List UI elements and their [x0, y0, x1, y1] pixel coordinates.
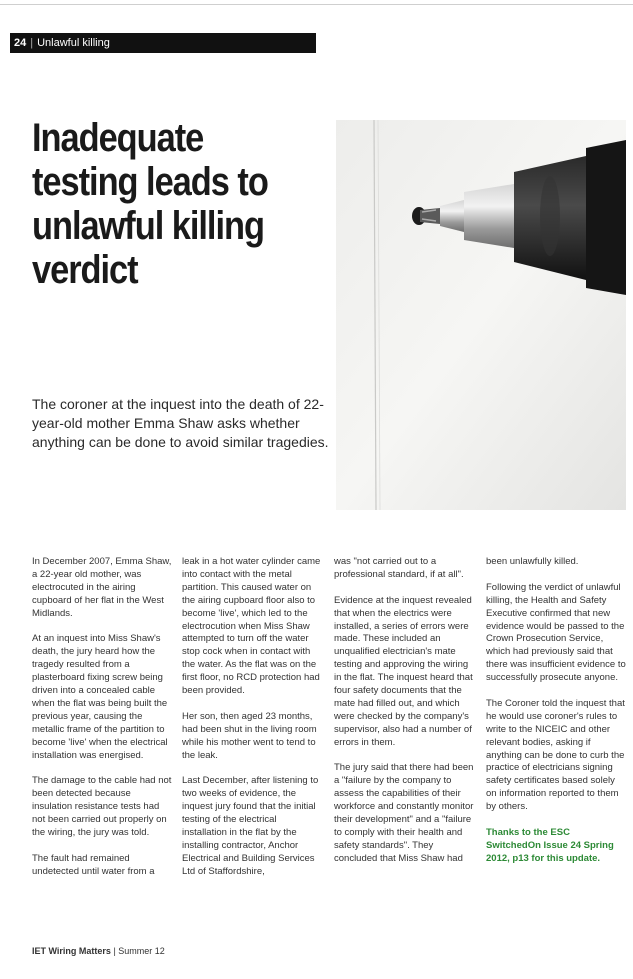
page-number: 24 — [14, 37, 27, 49]
publication-name: IET Wiring Matters — [32, 946, 111, 956]
drill-illustration — [336, 120, 626, 510]
section-header-bar — [10, 33, 316, 53]
body-paragraph: been unlawfully killed. — [486, 556, 579, 567]
headline-line: testing leads to — [32, 160, 268, 204]
header-separator: | — [30, 37, 34, 49]
section-label: Unlawful killing — [37, 37, 110, 49]
issue-label: Summer 12 — [118, 946, 165, 956]
source-credit: Thanks to the ESC SwitchedOn Issue 24 Spring 2012, p13 for this update. — [486, 826, 614, 864]
article-body — [32, 556, 628, 926]
body-paragraph: Evidence at the inquest revealed that when the electrics were installed, a series of errors were made. These included an unqualified electrician's mate testing and approving the wiring in the flat. The inquest heard that four safety documents that the mate had filled out, and which were checked by the company's supervisor, also had a number of errors in them. — [334, 594, 473, 748]
body-paragraph: was "not carried out to a professional standard, if at all". — [334, 556, 464, 580]
body-column-4 — [486, 556, 626, 879]
body-column-2 — [182, 556, 322, 892]
body-paragraph: At an inquest into Miss Shaw's death, the jury heard how the tragedy resulted from a plasterboard fixing screw being driven into a concealed cable when the flat was being built the previous year, causing the metallic frame of the partition to become 'live' when the electrical installation was energised. — [32, 633, 168, 761]
footer-separator: | — [113, 946, 119, 956]
body-paragraph: The jury said that there had been a "failure by the company to assess the capabilities of their workforce and constantly monitor their development" and a "failure to comply with their health and safety standards". They concluded that Miss Shaw had — [334, 762, 474, 864]
body-paragraph: Following the verdict of unlawful killing, the Health and Safety Executive confirmed that new evidence would be passed to the Crown Prosecution Service, which had previously said that there was insufficient evidence to successfully prosecute anyone. — [486, 581, 626, 684]
body-paragraph: The fault had remained undetected until water from a — [32, 852, 155, 877]
body-column-1 — [32, 556, 172, 892]
drill-screw-photo — [336, 120, 626, 510]
body-paragraph: Her son, then aged 23 months, had been shut in the living room while his mother went to tend to the leak. — [182, 710, 317, 761]
top-rule — [0, 4, 633, 5]
article-standfirst: The coroner at the inquest into the death of 22-year-old mother Emma Shaw asks whether anything can be done to avoid similar tragedies. — [32, 396, 329, 450]
headline-line: Inadequate — [32, 116, 204, 160]
body-paragraph: Last December, after listening to two weeks of evidence, the inquest jury found that the initial testing of the electrical installation in the flat by the installing contractor, Anchor Electrical and Building Services Ltd of Staffordshire, — [182, 775, 319, 877]
body-paragraph: The damage to the cable had not been detected because insulation resistance tests had not been carried out properly on the wiring, the jury was told. — [32, 775, 172, 838]
article-headline — [32, 116, 281, 292]
body-paragraph: leak in a hot water cylinder came into contact with the metal partition. This caused water on the airing cupboard floor also to become 'live', which led to the electrocution when Miss Shaw attempted to turn off the water stop cock when in contact with the water. As the flat was on the first floor, no RCD protection had been provided. — [182, 556, 321, 697]
body-paragraph: The Coroner told the inquest that he would use coroner's rules to write to the NICEIC and other relevant bodies, asking if anything can be done to curb the practice of electricians signing safety certificates based solely on information reported to them by others. — [486, 697, 625, 813]
body-paragraph: In December 2007, Emma Shaw, a 22-year old mother, was electrocuted in the airing cupboard of her flat in the West Midlands. — [32, 556, 172, 619]
page-footer — [32, 946, 165, 956]
headline-line: verdict — [32, 248, 138, 292]
body-column-3 — [334, 556, 474, 879]
headline-line: unlawful killing — [32, 204, 264, 248]
